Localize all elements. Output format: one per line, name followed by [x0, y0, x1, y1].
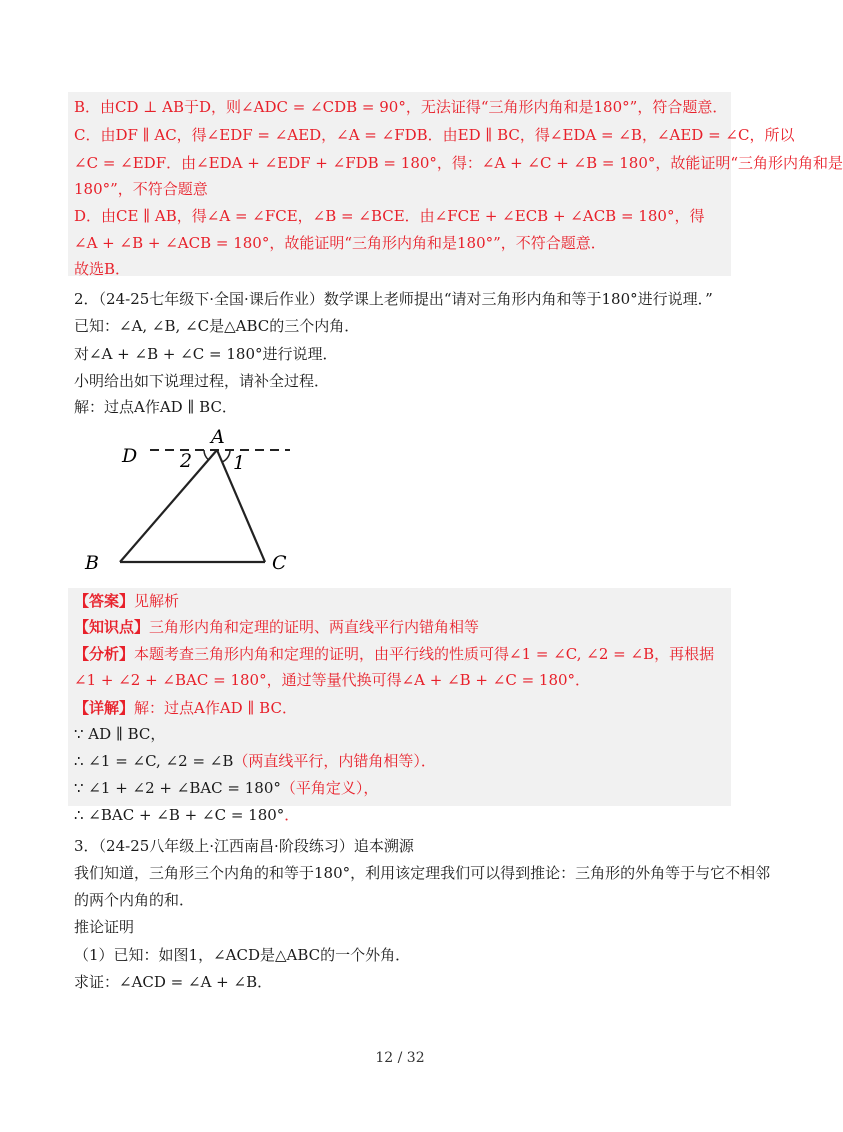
label-b: B	[85, 552, 99, 574]
option-c-line-3: 180°”，不符合题意	[74, 180, 208, 198]
proof-step-2	[74, 750, 436, 772]
proof-step-4	[74, 804, 299, 826]
q3-prove: 求证：∠ACD = ∠A + ∠B．	[74, 973, 273, 991]
proof-step-3-reason: （平角定义），	[280, 779, 379, 797]
q3-stem: 3．（24-25八年级上·江西南昌·阶段练习）追本溯源	[74, 837, 414, 855]
analysis-line-2: ∠1 + ∠2 + ∠BAC = 180°，通过等量代换可得∠A + ∠B + ∠C = 180°．	[74, 671, 591, 689]
proof-step-1: ∵ AD ∥ BC，	[74, 725, 166, 743]
answer-tag: 【答案】	[74, 592, 135, 610]
option-d-line-2: ∠A + ∠B + ∠ACB = 180°，故能证明“三角形内角和是180°”，不符合题意．	[74, 234, 606, 252]
detail-text-1: 解：过点A作AD ∥ BC．	[134, 699, 297, 717]
proof-step-4-math: ∴ ∠BAC + ∠B + ∠C = 180°	[74, 806, 285, 824]
q2-stem: 2．（24-25七年级下·全国·课后作业）数学课上老师提出“请对三角形内角和等于180°进行说理．”	[74, 290, 713, 308]
q3-part-1: （1）已知：如图1，∠ACD是△ABC的一个外角．	[74, 946, 411, 964]
angle-2-arc	[204, 450, 209, 460]
q2-solution-start: 解：过点A作AD ∥ BC．	[74, 398, 237, 416]
q3-paragraph-2: 的两个内角的和．	[74, 891, 195, 909]
detail-line-1	[74, 697, 297, 719]
proof-step-3-math: ∵ ∠1 + ∠2 + ∠BAC = 180°	[74, 779, 281, 797]
proof-step-3	[74, 777, 378, 799]
q2-intro: 小明给出如下说理过程，请补全过程．	[74, 372, 330, 390]
option-d-line-1: D．由CE ∥ AB，得∠A = ∠FCE，∠B = ∠BCE．由∠FCE + ∠ECB + ∠ACB = 180°，得	[74, 207, 705, 225]
final-choice: 故选B．	[74, 260, 131, 278]
knowledge-text: 三角形内角和定理的证明、两直线平行内错角相等	[149, 618, 480, 636]
label-c: C	[272, 552, 287, 574]
option-b-line: B．由CD ⊥ AB于D，则∠ADC = ∠CDB = 90°，无法证得“三角形内角和是180°”，符合题意．	[74, 98, 728, 116]
triangle-figure	[85, 425, 320, 580]
proof-step-2-math: ∴ ∠1 = ∠C, ∠2 = ∠B	[74, 752, 234, 770]
q3-subtitle: 推论证明	[74, 918, 135, 936]
label-a: A	[211, 426, 225, 448]
proof-step-4-end: ．	[284, 806, 300, 824]
option-c-line-2: ∠C = ∠EDF．由∠EDA + ∠EDF + ∠FDB = 180°，得：∠A + ∠C + ∠B = 180°，故能证明“三角形内角和是	[74, 154, 843, 172]
option-c-line-1: C．由DF ∥ AC，得∠EDF = ∠AED，∠A = ∠FDB．由ED ∥ BC，得∠EDA = ∠B，∠AED = ∠C，所以	[74, 126, 795, 144]
q2-task: 对∠A + ∠B + ∠C = 180°进行说理．	[74, 345, 338, 363]
label-angle-1: 1	[233, 452, 246, 474]
knowledge-tag: 【知识点】	[74, 618, 150, 636]
label-d: D	[122, 445, 138, 467]
angle-1-arc	[222, 450, 230, 462]
analysis-line-1	[74, 643, 714, 665]
page-number: 12 / 32	[375, 1050, 425, 1066]
answer-text: 见解析	[134, 592, 180, 610]
detail-tag: 【详解】	[74, 699, 135, 717]
q3-paragraph-1: 我们知道，三角形三个内角的和等于180°，利用该定理我们可以得到推论：三角形的外角等于与它不相邻	[74, 864, 771, 882]
label-angle-2: 2	[180, 450, 193, 472]
proof-step-2-reason: （两直线平行，内错角相等）．	[233, 752, 436, 770]
q2-given: 已知：∠A, ∠B, ∠C是△ABC的三个内角．	[74, 317, 360, 335]
analysis-text-1: 本题考查三角形内角和定理的证明，由平行线的性质可得∠1 = ∠C, ∠2 = ∠B，再根据	[134, 645, 715, 663]
knowledge-line	[74, 616, 479, 638]
answer-line	[74, 590, 179, 612]
analysis-tag: 【分析】	[74, 645, 135, 663]
